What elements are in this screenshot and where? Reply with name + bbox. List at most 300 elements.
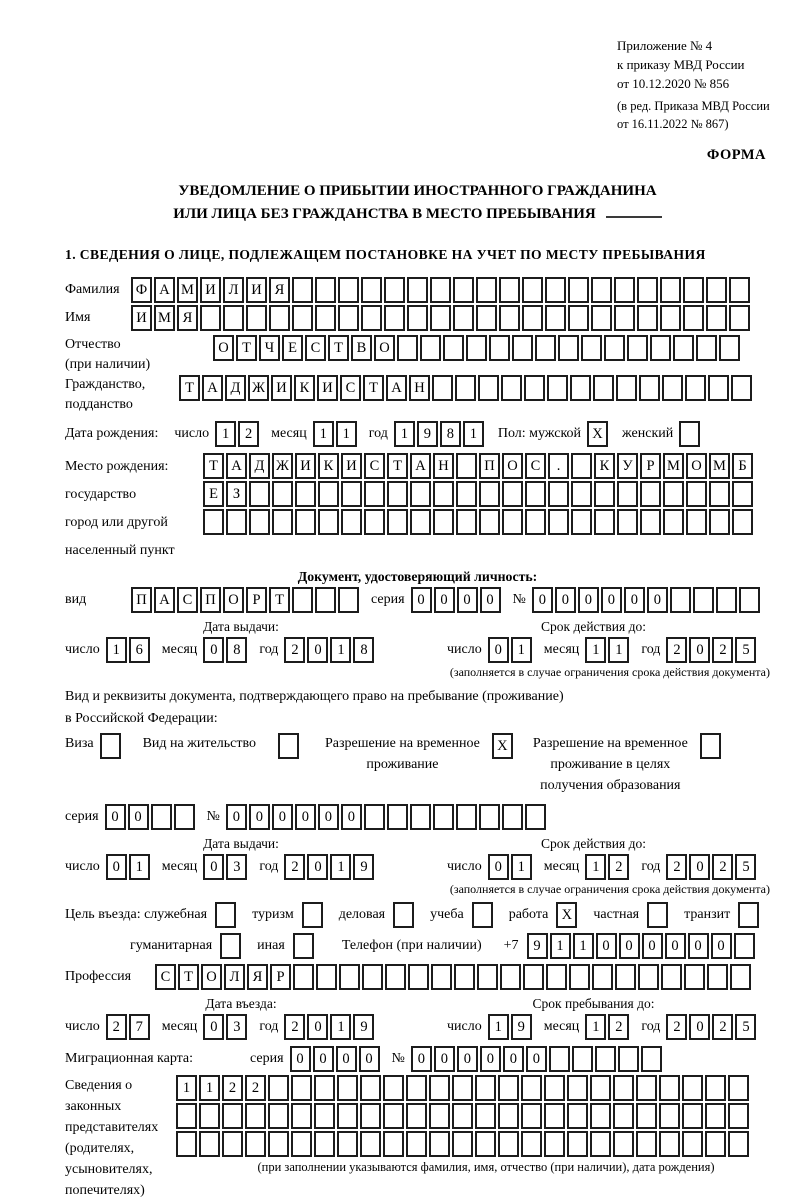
char-box[interactable]: 0: [249, 804, 270, 830]
purpose-business-checkbox[interactable]: [393, 902, 416, 928]
char-box[interactable]: [686, 509, 707, 535]
char-box[interactable]: [659, 1103, 680, 1129]
char-box[interactable]: М: [709, 453, 730, 479]
char-box[interactable]: [570, 375, 591, 401]
char-box[interactable]: [535, 335, 556, 361]
char-box[interactable]: [314, 1103, 335, 1129]
char-box[interactable]: [479, 509, 500, 535]
char-box[interactable]: [410, 509, 431, 535]
char-box[interactable]: Т: [203, 453, 224, 479]
char-box[interactable]: С: [364, 453, 385, 479]
char-box[interactable]: [315, 305, 336, 331]
char-box[interactable]: [663, 509, 684, 535]
char-box[interactable]: [337, 1131, 358, 1157]
purpose-private-checkbox[interactable]: [647, 902, 670, 928]
char-box[interactable]: [545, 277, 566, 303]
char-box[interactable]: 0: [480, 587, 501, 613]
char-box[interactable]: О: [213, 335, 234, 361]
char-box[interactable]: [226, 509, 247, 535]
char-box[interactable]: [731, 375, 752, 401]
char-box[interactable]: Л: [224, 964, 245, 990]
char-box[interactable]: [203, 509, 224, 535]
char-box[interactable]: [337, 1075, 358, 1101]
char-box[interactable]: [637, 305, 658, 331]
char-box[interactable]: 0: [341, 804, 362, 830]
char-box[interactable]: [547, 375, 568, 401]
char-box[interactable]: [729, 277, 750, 303]
char-box[interactable]: [456, 453, 477, 479]
char-box[interactable]: [397, 335, 418, 361]
char-box[interactable]: [245, 1131, 266, 1157]
char-box[interactable]: А: [226, 453, 247, 479]
char-box[interactable]: [595, 1046, 616, 1072]
purpose-transit-checkbox[interactable]: [738, 902, 761, 928]
char-box[interactable]: [729, 305, 750, 331]
purpose-official-checkbox[interactable]: [215, 902, 238, 928]
char-box[interactable]: [291, 1103, 312, 1129]
char-box[interactable]: [291, 1075, 312, 1101]
char-box[interactable]: [387, 804, 408, 830]
purpose-humanitarian-checkbox[interactable]: [220, 933, 243, 959]
char-box[interactable]: [499, 305, 520, 331]
char-box[interactable]: 0: [526, 1046, 547, 1072]
char-box[interactable]: [728, 1103, 749, 1129]
char-box[interactable]: [521, 1131, 542, 1157]
char-box[interactable]: 1: [585, 854, 606, 880]
char-box[interactable]: [338, 277, 359, 303]
char-box[interactable]: 5: [735, 1014, 756, 1040]
char-box[interactable]: 0: [457, 1046, 478, 1072]
char-box[interactable]: 2: [608, 1014, 629, 1040]
purpose-tourism-checkbox[interactable]: [302, 902, 325, 928]
char-box[interactable]: [498, 1103, 519, 1129]
char-box[interactable]: И: [341, 453, 362, 479]
char-box[interactable]: [364, 481, 385, 507]
char-box[interactable]: [700, 733, 721, 759]
char-box[interactable]: [453, 277, 474, 303]
char-box[interactable]: Т: [269, 587, 290, 613]
char-box[interactable]: [544, 1075, 565, 1101]
char-box[interactable]: [614, 305, 635, 331]
char-box[interactable]: А: [154, 587, 175, 613]
char-box[interactable]: [407, 277, 428, 303]
char-box[interactable]: [734, 933, 755, 959]
char-box[interactable]: [728, 1131, 749, 1157]
char-box[interactable]: 1: [330, 637, 351, 663]
char-box[interactable]: 5: [735, 637, 756, 663]
char-box[interactable]: [272, 509, 293, 535]
char-box[interactable]: [498, 1075, 519, 1101]
char-box[interactable]: [512, 335, 533, 361]
char-box[interactable]: [302, 902, 323, 928]
char-box[interactable]: 2: [222, 1075, 243, 1101]
char-box[interactable]: 8: [440, 421, 461, 447]
char-box[interactable]: [663, 481, 684, 507]
char-box[interactable]: И: [271, 375, 292, 401]
char-box[interactable]: 1: [585, 637, 606, 663]
char-box[interactable]: Я: [247, 964, 268, 990]
visa-checkbox[interactable]: [100, 733, 123, 759]
char-box[interactable]: [594, 509, 615, 535]
char-box[interactable]: 0: [689, 1014, 710, 1040]
char-box[interactable]: [545, 305, 566, 331]
char-box[interactable]: [408, 964, 429, 990]
char-box[interactable]: [433, 481, 454, 507]
char-box[interactable]: [478, 375, 499, 401]
char-box[interactable]: [571, 453, 592, 479]
char-box[interactable]: 0: [688, 933, 709, 959]
char-box[interactable]: [384, 305, 405, 331]
char-box[interactable]: И: [246, 277, 267, 303]
char-box[interactable]: [338, 305, 359, 331]
char-box[interactable]: [268, 1131, 289, 1157]
char-box[interactable]: Ж: [272, 453, 293, 479]
char-box[interactable]: [407, 305, 428, 331]
char-box[interactable]: [269, 305, 290, 331]
char-box[interactable]: [581, 335, 602, 361]
residence-permit-checkbox[interactable]: [278, 733, 301, 759]
char-box[interactable]: [361, 277, 382, 303]
char-box[interactable]: [502, 509, 523, 535]
char-box[interactable]: [453, 305, 474, 331]
char-box[interactable]: [544, 1131, 565, 1157]
char-box[interactable]: [360, 1075, 381, 1101]
char-box[interactable]: 0: [105, 804, 126, 830]
char-box[interactable]: Ж: [248, 375, 269, 401]
char-box[interactable]: [268, 1103, 289, 1129]
char-box[interactable]: [215, 902, 236, 928]
char-box[interactable]: [696, 335, 717, 361]
char-box[interactable]: 1: [488, 1014, 509, 1040]
char-box[interactable]: Н: [433, 453, 454, 479]
char-box[interactable]: О: [201, 964, 222, 990]
char-box[interactable]: Р: [270, 964, 291, 990]
char-box[interactable]: [452, 1075, 473, 1101]
char-box[interactable]: 0: [689, 854, 710, 880]
char-box[interactable]: [338, 587, 359, 613]
char-box[interactable]: [661, 964, 682, 990]
char-box[interactable]: Ч: [259, 335, 280, 361]
char-box[interactable]: К: [594, 453, 615, 479]
char-box[interactable]: [567, 1075, 588, 1101]
char-box[interactable]: [315, 277, 336, 303]
char-box[interactable]: [176, 1131, 197, 1157]
char-box[interactable]: [489, 335, 510, 361]
char-box[interactable]: И: [131, 305, 152, 331]
char-box[interactable]: 0: [532, 587, 553, 613]
char-box[interactable]: [200, 305, 221, 331]
char-box[interactable]: [466, 335, 487, 361]
char-box[interactable]: [683, 277, 704, 303]
char-box[interactable]: [641, 1046, 662, 1072]
char-box[interactable]: У: [617, 453, 638, 479]
char-box[interactable]: [222, 1103, 243, 1129]
char-box[interactable]: X: [587, 421, 608, 447]
char-box[interactable]: [499, 277, 520, 303]
char-box[interactable]: [455, 375, 476, 401]
edu-permit-checkbox[interactable]: [700, 733, 723, 759]
char-box[interactable]: [364, 509, 385, 535]
char-box[interactable]: 0: [601, 587, 622, 613]
char-box[interactable]: [314, 1075, 335, 1101]
char-box[interactable]: [292, 305, 313, 331]
char-box[interactable]: [728, 1075, 749, 1101]
char-box[interactable]: 0: [295, 804, 316, 830]
char-box[interactable]: Л: [223, 277, 244, 303]
char-box[interactable]: [174, 804, 195, 830]
char-box[interactable]: [706, 305, 727, 331]
char-box[interactable]: А: [202, 375, 223, 401]
char-box[interactable]: [567, 1103, 588, 1129]
char-box[interactable]: [456, 804, 477, 830]
char-box[interactable]: [636, 1131, 657, 1157]
char-box[interactable]: [673, 335, 694, 361]
char-box[interactable]: [475, 1131, 496, 1157]
char-box[interactable]: [732, 509, 753, 535]
char-box[interactable]: 0: [106, 854, 127, 880]
char-box[interactable]: С: [305, 335, 326, 361]
char-box[interactable]: [705, 1075, 726, 1101]
char-box[interactable]: 0: [203, 637, 224, 663]
char-box[interactable]: [544, 1103, 565, 1129]
char-box[interactable]: [522, 277, 543, 303]
char-box[interactable]: [650, 335, 671, 361]
char-box[interactable]: Е: [203, 481, 224, 507]
char-box[interactable]: [569, 964, 590, 990]
char-box[interactable]: 1: [550, 933, 571, 959]
char-box[interactable]: [617, 481, 638, 507]
char-box[interactable]: [591, 277, 612, 303]
char-box[interactable]: 0: [203, 854, 224, 880]
char-box[interactable]: [682, 1075, 703, 1101]
char-box[interactable]: [151, 804, 172, 830]
char-box[interactable]: [383, 1075, 404, 1101]
char-box[interactable]: 5: [735, 854, 756, 880]
purpose-other-checkbox[interactable]: [293, 933, 316, 959]
char-box[interactable]: [314, 1131, 335, 1157]
char-box[interactable]: 0: [226, 804, 247, 830]
char-box[interactable]: [341, 509, 362, 535]
char-box[interactable]: 0: [647, 587, 668, 613]
char-box[interactable]: Ф: [131, 277, 152, 303]
char-box[interactable]: [636, 1103, 657, 1129]
char-box[interactable]: С: [525, 453, 546, 479]
char-box[interactable]: 1: [129, 854, 150, 880]
char-box[interactable]: С: [340, 375, 361, 401]
char-box[interactable]: [476, 305, 497, 331]
char-box[interactable]: 9: [353, 1014, 374, 1040]
char-box[interactable]: 9: [417, 421, 438, 447]
char-box[interactable]: [693, 587, 714, 613]
char-box[interactable]: [199, 1131, 220, 1157]
char-box[interactable]: К: [294, 375, 315, 401]
char-box[interactable]: 2: [666, 854, 687, 880]
char-box[interactable]: [246, 305, 267, 331]
char-box[interactable]: [571, 481, 592, 507]
char-box[interactable]: [567, 1131, 588, 1157]
char-box[interactable]: [456, 509, 477, 535]
char-box[interactable]: [548, 481, 569, 507]
char-box[interactable]: [500, 964, 521, 990]
char-box[interactable]: [406, 1075, 427, 1101]
char-box[interactable]: А: [410, 453, 431, 479]
char-box[interactable]: [245, 1103, 266, 1129]
char-box[interactable]: [293, 933, 314, 959]
char-box[interactable]: [452, 1131, 473, 1157]
char-box[interactable]: [616, 375, 637, 401]
char-box[interactable]: 0: [488, 637, 509, 663]
char-box[interactable]: 2: [106, 1014, 127, 1040]
char-box[interactable]: [433, 804, 454, 830]
char-box[interactable]: [100, 733, 121, 759]
char-box[interactable]: М: [154, 305, 175, 331]
char-box[interactable]: [662, 375, 683, 401]
char-box[interactable]: [293, 964, 314, 990]
char-box[interactable]: [364, 804, 385, 830]
char-box[interactable]: В: [351, 335, 372, 361]
char-box[interactable]: [249, 481, 270, 507]
char-box[interactable]: И: [295, 453, 316, 479]
char-box[interactable]: 0: [619, 933, 640, 959]
char-box[interactable]: О: [686, 453, 707, 479]
char-box[interactable]: [406, 1131, 427, 1157]
char-box[interactable]: 0: [596, 933, 617, 959]
char-box[interactable]: 1: [463, 421, 484, 447]
char-box[interactable]: [705, 1131, 726, 1157]
char-box[interactable]: 1: [511, 854, 532, 880]
char-box[interactable]: [429, 1131, 450, 1157]
char-box[interactable]: [659, 1131, 680, 1157]
char-box[interactable]: [613, 1075, 634, 1101]
char-box[interactable]: [679, 421, 700, 447]
char-box[interactable]: 0: [665, 933, 686, 959]
char-box[interactable]: 0: [578, 587, 599, 613]
char-box[interactable]: 2: [284, 1014, 305, 1040]
char-box[interactable]: 0: [336, 1046, 357, 1072]
char-box[interactable]: 2: [245, 1075, 266, 1101]
char-box[interactable]: 2: [238, 421, 259, 447]
char-box[interactable]: [568, 305, 589, 331]
char-box[interactable]: [548, 509, 569, 535]
char-box[interactable]: [502, 804, 523, 830]
char-box[interactable]: [176, 1103, 197, 1129]
char-box[interactable]: [502, 481, 523, 507]
char-box[interactable]: [546, 964, 567, 990]
char-box[interactable]: [295, 481, 316, 507]
char-box[interactable]: [522, 305, 543, 331]
char-box[interactable]: [524, 375, 545, 401]
char-box[interactable]: [433, 509, 454, 535]
char-box[interactable]: [387, 509, 408, 535]
purpose-study-checkbox[interactable]: [472, 902, 495, 928]
char-box[interactable]: [339, 964, 360, 990]
char-box[interactable]: 0: [290, 1046, 311, 1072]
char-box[interactable]: П: [479, 453, 500, 479]
char-box[interactable]: 0: [307, 854, 328, 880]
char-box[interactable]: [572, 1046, 593, 1072]
char-box[interactable]: Т: [328, 335, 349, 361]
char-box[interactable]: 1: [608, 637, 629, 663]
char-box[interactable]: 7: [129, 1014, 150, 1040]
char-box[interactable]: [220, 933, 241, 959]
char-box[interactable]: Р: [246, 587, 267, 613]
char-box[interactable]: 2: [284, 637, 305, 663]
char-box[interactable]: [431, 964, 452, 990]
char-box[interactable]: [498, 1131, 519, 1157]
char-box[interactable]: [523, 964, 544, 990]
char-box[interactable]: [558, 335, 579, 361]
char-box[interactable]: 1: [176, 1075, 197, 1101]
char-box[interactable]: [430, 277, 451, 303]
char-box[interactable]: X: [492, 733, 513, 759]
char-box[interactable]: [525, 481, 546, 507]
char-box[interactable]: 0: [434, 587, 455, 613]
char-box[interactable]: 0: [457, 587, 478, 613]
char-box[interactable]: О: [502, 453, 523, 479]
char-box[interactable]: [430, 305, 451, 331]
char-box[interactable]: 0: [411, 1046, 432, 1072]
char-box[interactable]: И: [317, 375, 338, 401]
char-box[interactable]: 6: [129, 637, 150, 663]
char-box[interactable]: [685, 375, 706, 401]
char-box[interactable]: [719, 335, 740, 361]
char-box[interactable]: [640, 481, 661, 507]
char-box[interactable]: [525, 509, 546, 535]
char-box[interactable]: А: [154, 277, 175, 303]
char-box[interactable]: [410, 481, 431, 507]
char-box[interactable]: П: [131, 587, 152, 613]
char-box[interactable]: [278, 733, 299, 759]
char-box[interactable]: 1: [511, 637, 532, 663]
char-box[interactable]: [730, 964, 751, 990]
char-box[interactable]: [475, 1103, 496, 1129]
char-box[interactable]: [337, 1103, 358, 1129]
char-box[interactable]: [590, 1103, 611, 1129]
char-box[interactable]: [406, 1103, 427, 1129]
char-box[interactable]: [682, 1103, 703, 1129]
char-box[interactable]: 9: [527, 933, 548, 959]
char-box[interactable]: [627, 335, 648, 361]
char-box[interactable]: 0: [642, 933, 663, 959]
char-box[interactable]: [738, 902, 759, 928]
char-box[interactable]: [501, 375, 522, 401]
char-box[interactable]: 3: [226, 1014, 247, 1040]
char-box[interactable]: 8: [226, 637, 247, 663]
char-box[interactable]: [199, 1103, 220, 1129]
char-box[interactable]: [647, 902, 668, 928]
char-box[interactable]: Т: [387, 453, 408, 479]
char-box[interactable]: [637, 277, 658, 303]
char-box[interactable]: [706, 277, 727, 303]
char-box[interactable]: 0: [313, 1046, 334, 1072]
char-box[interactable]: 1: [336, 421, 357, 447]
char-box[interactable]: [659, 1075, 680, 1101]
char-box[interactable]: [521, 1075, 542, 1101]
char-box[interactable]: [383, 1131, 404, 1157]
char-box[interactable]: [571, 509, 592, 535]
char-box[interactable]: 2: [284, 854, 305, 880]
char-box[interactable]: Д: [249, 453, 270, 479]
char-box[interactable]: Б: [732, 453, 753, 479]
char-box[interactable]: 1: [585, 1014, 606, 1040]
char-box[interactable]: Н: [409, 375, 430, 401]
char-box[interactable]: [683, 305, 704, 331]
char-box[interactable]: [223, 305, 244, 331]
char-box[interactable]: [684, 964, 705, 990]
char-box[interactable]: [568, 277, 589, 303]
char-box[interactable]: О: [223, 587, 244, 613]
char-box[interactable]: 1: [215, 421, 236, 447]
